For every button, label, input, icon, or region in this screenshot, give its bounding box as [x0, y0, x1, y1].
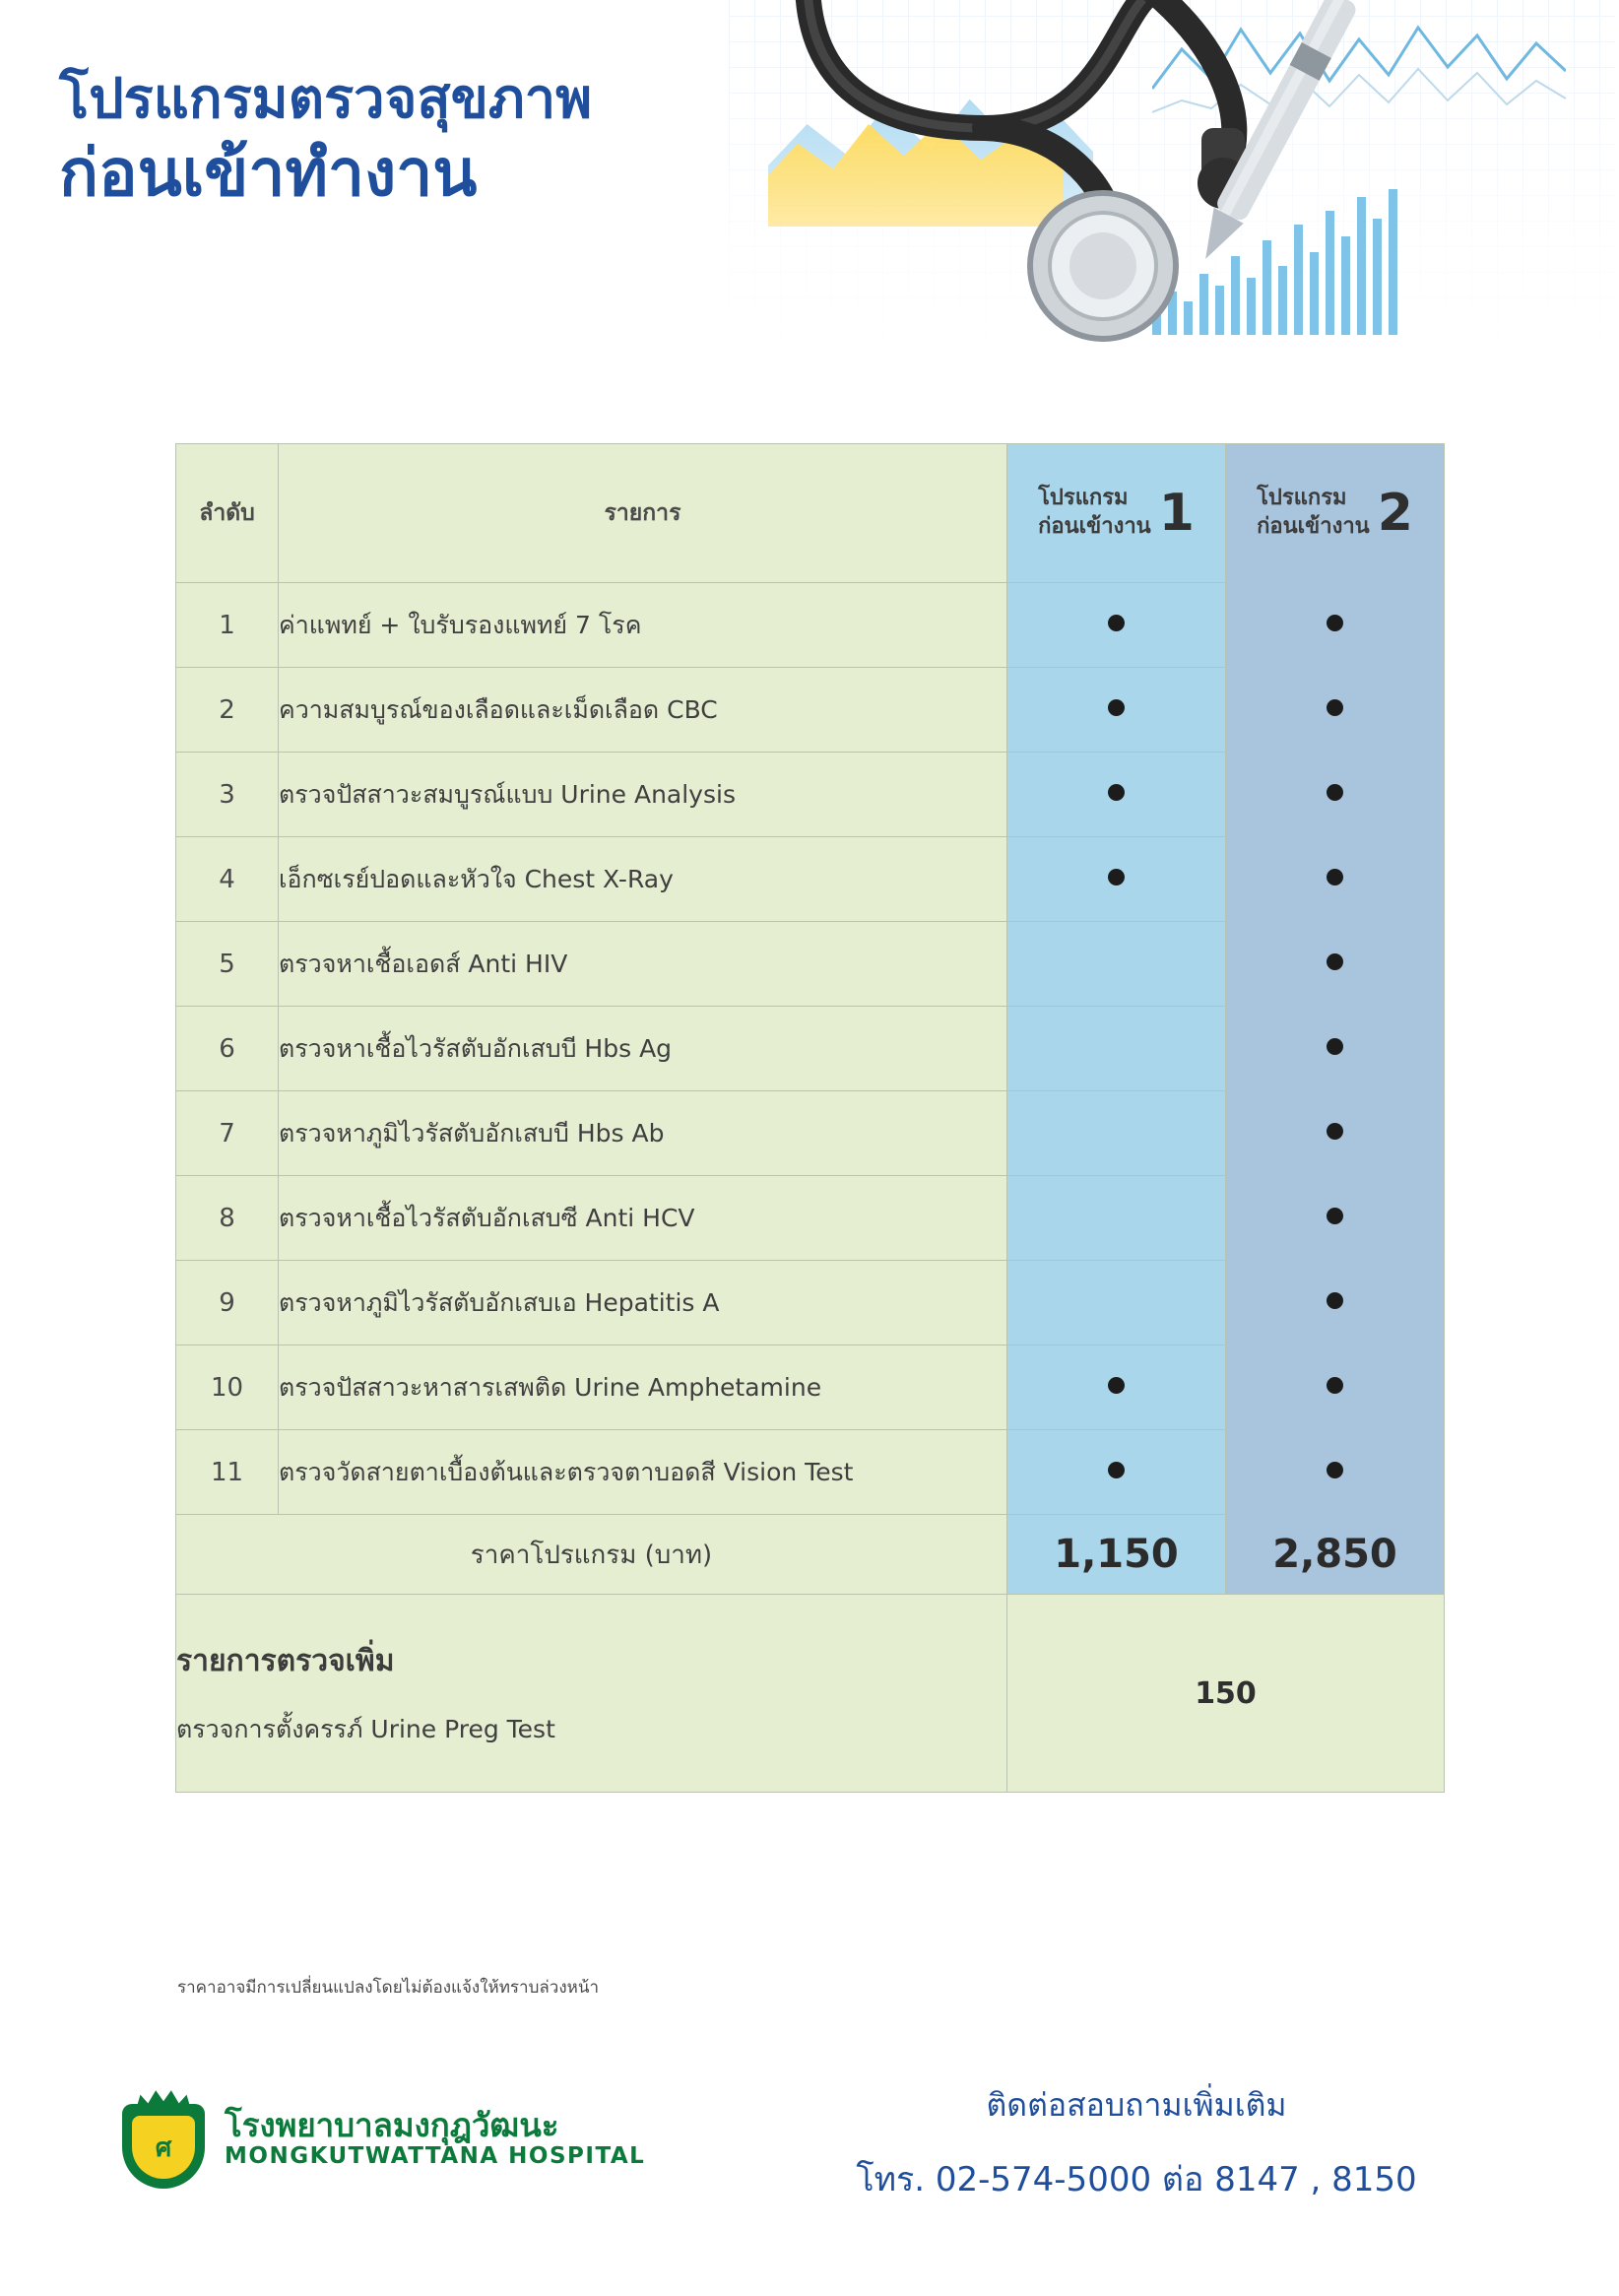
row-mark-program-1: [1007, 922, 1226, 1007]
included-dot-icon: [1327, 1038, 1343, 1055]
program-2-label-line-2: ก่อนเข้างาน: [1257, 514, 1370, 539]
included-dot-icon: [1327, 953, 1343, 970]
price-table-container: [175, 443, 1444, 1793]
table-row: [176, 1091, 1445, 1176]
included-dot-icon: [1108, 1462, 1125, 1478]
contact-phone: โทร. 02-574-5000 ต่อ 8147 , 8150: [856, 2160, 1417, 2199]
crest-icon: [118, 2088, 209, 2191]
row-number: 6: [176, 1007, 279, 1091]
table-row: [176, 1430, 1445, 1515]
row-number: 9: [176, 1261, 279, 1345]
row-item-name: ตรวจหาเชื้อไวรัสตับอักเสบบี Hbs Ag: [279, 1007, 1007, 1091]
not-included-placeholder: [1108, 1038, 1125, 1055]
included-dot-icon: [1327, 1292, 1343, 1309]
extra-tests-item: ตรวจการตั้งครรภ์ Urine Preg Test: [176, 1714, 555, 1743]
row-item-name: ตรวจหาภูมิไวรัสตับอักเสบเอ Hepatitis A: [279, 1261, 1007, 1345]
table-row: [176, 583, 1445, 668]
price-program-2: 2,850: [1226, 1515, 1445, 1595]
column-header-item: รายการ: [279, 444, 1007, 583]
row-number: 3: [176, 753, 279, 837]
row-number: 10: [176, 1345, 279, 1430]
row-mark-program-2: [1226, 1091, 1445, 1176]
row-mark-program-1: [1007, 1430, 1226, 1515]
not-included-placeholder: [1108, 1292, 1125, 1309]
row-item-name: ตรวจหาภูมิไวรัสตับอักเสบบี Hbs Ab: [279, 1091, 1007, 1176]
row-mark-program-2: [1226, 1007, 1445, 1091]
row-mark-program-1: [1007, 1345, 1226, 1430]
row-mark-program-2: [1226, 1261, 1445, 1345]
row-mark-program-1: [1007, 1176, 1226, 1261]
row-item-name: ตรวจปัสสาวะสมบูรณ์แบบ Urine Analysis: [279, 753, 1007, 837]
column-header-program-2: [1226, 444, 1445, 583]
page-title-line-2: ก่อนเข้าทำงาน: [59, 134, 478, 211]
table-row: [176, 753, 1445, 837]
page-title-line-1: โปรแกรมตรวจสุขภาพ: [59, 67, 593, 131]
header-illustration: [689, 0, 1619, 364]
table-row: [176, 1007, 1445, 1091]
extra-tests-row: [176, 1595, 1445, 1793]
row-mark-program-2: [1226, 1176, 1445, 1261]
program-1-label-line-1: โปรแกรม: [1038, 486, 1129, 511]
included-dot-icon: [1327, 1123, 1343, 1140]
row-item-name: ความสมบูรณ์ของเลือดและเม็ดเลือด CBC: [279, 668, 1007, 753]
contact-block: [792, 2080, 1481, 2205]
column-header-program-1: [1007, 444, 1226, 583]
row-item-name: ตรวจหาเชื้อเอดส์ Anti HIV: [279, 922, 1007, 1007]
included-dot-icon: [1108, 1377, 1125, 1394]
row-mark-program-2: [1226, 583, 1445, 668]
logo-name-thai: โรงพยาบาลมงกุฎวัฒนะ: [225, 2106, 559, 2145]
included-dot-icon: [1108, 869, 1125, 886]
table-row: [176, 1176, 1445, 1261]
row-number: 5: [176, 922, 279, 1007]
row-item-name: เอ็กซเรย์ปอดและหัวใจ Chest X-Ray: [279, 837, 1007, 922]
contact-heading: ติดต่อสอบถามเพิ่มเติม: [986, 2086, 1287, 2124]
table-body: [176, 583, 1445, 1515]
row-mark-program-1: [1007, 1261, 1226, 1345]
row-mark-program-1: [1007, 668, 1226, 753]
price-row: [176, 1515, 1445, 1595]
row-mark-program-1: [1007, 753, 1226, 837]
table-row: [176, 837, 1445, 922]
included-dot-icon: [1108, 615, 1125, 631]
program-1-label-line-2: ก่อนเข้างาน: [1038, 514, 1151, 539]
row-number: 8: [176, 1176, 279, 1261]
row-item-name: ตรวจปัสสาวะหาสารเสพติด Urine Amphetamine: [279, 1345, 1007, 1430]
row-mark-program-1: [1007, 1007, 1226, 1091]
row-mark-program-1: [1007, 837, 1226, 922]
not-included-placeholder: [1108, 953, 1125, 970]
table-row: [176, 1345, 1445, 1430]
logo-name-english: MONGKUTWATTANA HOSPITAL: [225, 2143, 646, 2170]
logo-monogram: ศ: [155, 2132, 172, 2163]
row-item-name: ตรวจวัดสายตาเบื้องต้นและตรวจตาบอดสี Vision Test: [279, 1430, 1007, 1515]
extra-tests-price: 150: [1007, 1595, 1445, 1793]
included-dot-icon: [1327, 1208, 1343, 1224]
row-item-name: ค่าแพทย์ + ใบรับรองแพทย์ 7 โรค: [279, 583, 1007, 668]
disclaimer-text: ราคาอาจมีการเปลี่ยนแปลงโดยไม่ต้องแจ้งให้ทราบล่วงหน้า: [177, 1978, 600, 1998]
table-header-row: [176, 444, 1445, 583]
stethoscope-illustration: [689, 0, 1619, 364]
not-included-placeholder: [1108, 1208, 1125, 1224]
row-mark-program-1: [1007, 583, 1226, 668]
row-mark-program-2: [1226, 922, 1445, 1007]
price-program-1: 1,150: [1007, 1515, 1226, 1595]
included-dot-icon: [1327, 1462, 1343, 1478]
program-2-label-line-1: โปรแกรม: [1257, 486, 1347, 511]
table-row: [176, 1261, 1445, 1345]
row-mark-program-1: [1007, 1091, 1226, 1176]
price-table: [175, 443, 1445, 1793]
included-dot-icon: [1108, 699, 1125, 716]
column-header-no: ลำดับ: [176, 444, 279, 583]
included-dot-icon: [1327, 784, 1343, 801]
included-dot-icon: [1327, 869, 1343, 886]
row-mark-program-2: [1226, 753, 1445, 837]
included-dot-icon: [1327, 615, 1343, 631]
row-number: 1: [176, 583, 279, 668]
extra-tests-cell: [176, 1595, 1007, 1793]
not-included-placeholder: [1108, 1123, 1125, 1140]
extra-tests-title: รายการตรวจเพิ่ม: [176, 1643, 395, 1678]
row-mark-program-2: [1226, 837, 1445, 922]
row-mark-program-2: [1226, 1345, 1445, 1430]
row-mark-program-2: [1226, 1430, 1445, 1515]
program-1-number: 1: [1158, 484, 1195, 543]
poster-header: [0, 0, 1619, 394]
row-number: 7: [176, 1091, 279, 1176]
included-dot-icon: [1108, 784, 1125, 801]
poster-footer: [0, 2049, 1619, 2296]
row-item-name: ตรวจหาเชื้อไวรัสตับอักเสบซี Anti HCV: [279, 1176, 1007, 1261]
row-mark-program-2: [1226, 668, 1445, 753]
program-2-number: 2: [1377, 484, 1413, 543]
table-row: [176, 922, 1445, 1007]
row-number: 2: [176, 668, 279, 753]
table-row: [176, 668, 1445, 753]
shield-inner: [132, 2116, 195, 2179]
page-title: [59, 69, 768, 210]
row-number: 4: [176, 837, 279, 922]
hospital-logo: [118, 2088, 645, 2191]
row-number: 11: [176, 1430, 279, 1515]
included-dot-icon: [1327, 699, 1343, 716]
included-dot-icon: [1327, 1377, 1343, 1394]
price-row-label: ราคาโปรแกรม (บาท): [176, 1515, 1007, 1595]
